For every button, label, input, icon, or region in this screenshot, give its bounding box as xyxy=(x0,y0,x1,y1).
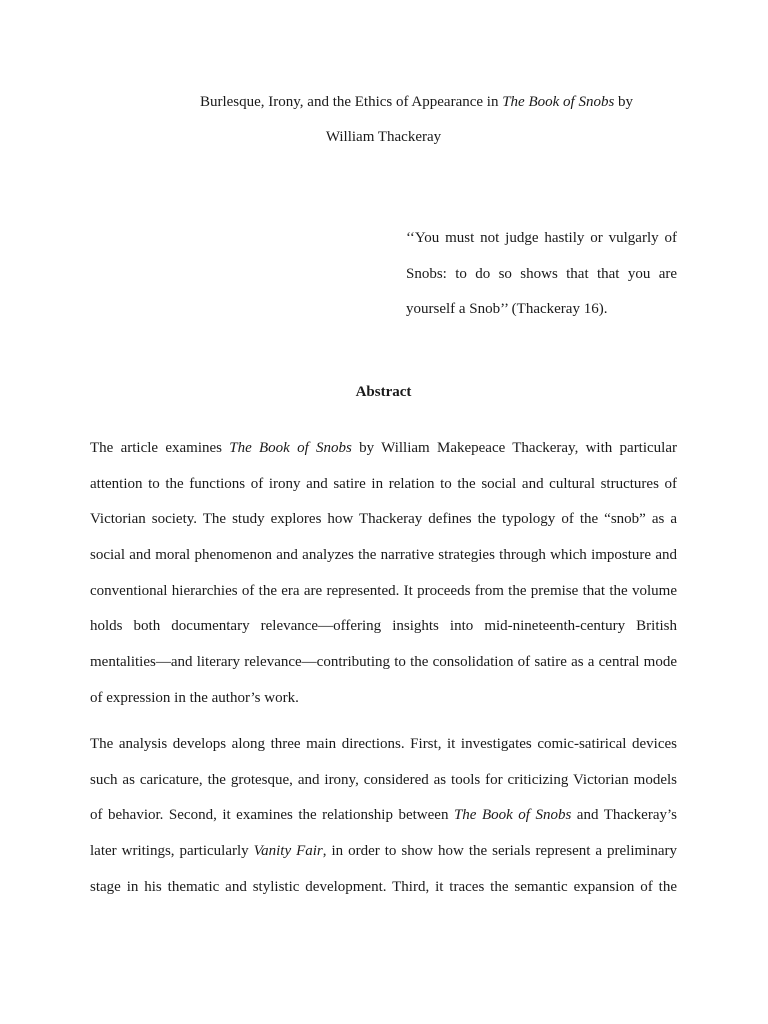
book-title: The Book of Snobs xyxy=(453,807,572,824)
book-title: The Book of Snobs xyxy=(229,440,352,456)
paragraph-line: conventional hierarchies of the era are represented. It proceeds from the premise that the volume xyxy=(90,582,677,599)
epigraph-line: Snobs: to do so shows that that you are xyxy=(406,265,677,282)
abstract-paragraph-2 xyxy=(90,727,677,905)
paragraph-line: stage in his thematic and stylistic development. Third, it traces the semantic expansion of the xyxy=(90,878,677,895)
epigraph-quote xyxy=(406,221,677,328)
text-run: The article examines xyxy=(90,440,230,456)
document-title-line-1 xyxy=(90,94,677,111)
paragraph-line: of expression in the author’s work. xyxy=(90,689,299,706)
abstract-paragraph-1 xyxy=(90,431,677,717)
paragraph-line: social and moral phenomenon and analyzes the narrative strategies through which imposture and xyxy=(90,547,677,564)
paragraph-line xyxy=(90,798,677,834)
abstract-heading: Abstract xyxy=(355,384,412,400)
paragraph-line: attention to the functions of irony and satire in relation to the social and cultural structures of xyxy=(90,475,677,492)
text-run: , in order to show how the serials represent a preliminary xyxy=(322,843,677,860)
title-by: by xyxy=(614,94,634,110)
paragraph-line: The analysis develops along three main directions. First, it investigates comic-satirical devices xyxy=(90,736,677,752)
book-title: Vanity Fair xyxy=(253,843,323,860)
epigraph-line: yourself a Snob’’ (Thackeray 16). xyxy=(406,301,608,318)
paragraph-line xyxy=(90,431,677,467)
text-run: of behavior. Second, it examines the relationship between xyxy=(90,807,454,824)
paragraph-line: holds both documentary relevance—offering insights into mid-nineteenth-century British xyxy=(90,618,677,635)
document-title-line-2: William Thackeray xyxy=(325,129,442,145)
paragraph-line: such as caricature, the grotesque, and irony, considered as tools for criticizing Victorian models xyxy=(90,771,677,788)
title-text: Burlesque, Irony, and the Ethics of Appearance in xyxy=(199,94,503,110)
paragraph-line: mentalities—and literary relevance—contributing to the consolidation of satire as a central mode xyxy=(90,654,677,671)
text-run: by William Makepeace Thackeray, with particular xyxy=(351,440,677,456)
text-run: and Thackeray’s xyxy=(571,807,677,824)
paragraph-line xyxy=(90,834,677,870)
title-book-name: The Book of Snobs xyxy=(502,94,615,110)
paragraph-line: Victorian society. The study explores how Thackeray defines the typology of the “snob” as a xyxy=(90,511,677,528)
epigraph-line: ‘‘You must not judge hastily or vulgarly of xyxy=(406,230,677,246)
text-run: later writings, particularly xyxy=(90,843,254,860)
